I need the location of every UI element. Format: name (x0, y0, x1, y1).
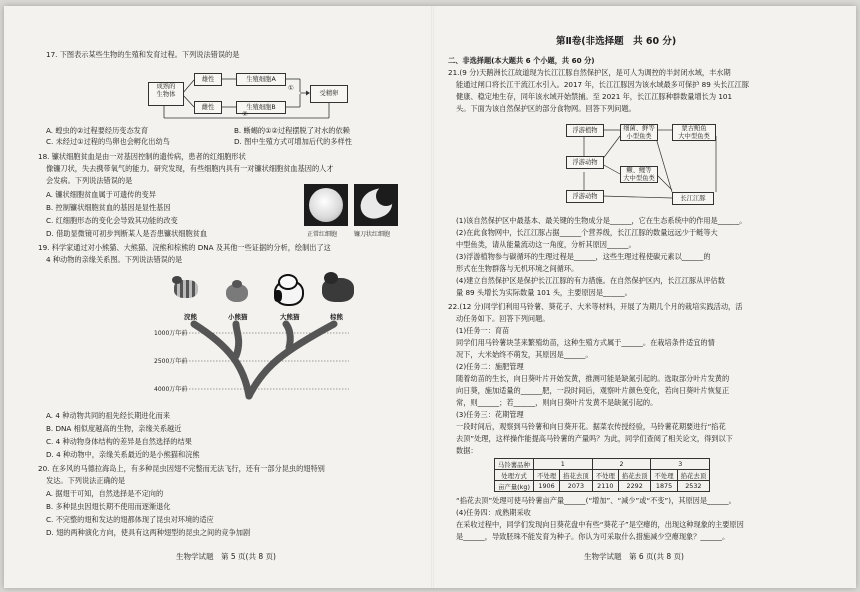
q22-line-5: 况下，大米始终不萌发，其原因是______。 (456, 350, 593, 359)
exam-sheet (4, 6, 856, 588)
page-6 (434, 6, 856, 588)
node-crab-fish (620, 166, 658, 183)
normal-cell-caption: 正常红细胞 (307, 231, 338, 238)
table-cell: 不处理 (651, 470, 677, 481)
q19-option-b: B. DNA 相似度越高的生物，亲缘关系越近 (46, 424, 182, 433)
q22-line-10: (3)任务三：花期管理 (456, 410, 524, 419)
animal-label-giant-panda: 大熊猫 (280, 313, 300, 321)
q17-option-d: D. 图中生殖方式可增加后代的多样性 (234, 137, 352, 146)
table-cell: 马铃薯品种 (495, 459, 534, 470)
q22-line-6: (2)任务二：施肥管理 (456, 362, 524, 371)
table-cell: 2073 (560, 481, 593, 492)
q22-line-11: 一段时间后，观察到马铃薯和向日葵开花。据菜农传授经验，马铃薯花期要进行“掐花 (456, 422, 726, 431)
q20-option-b: B. 多种昆虫因翅长期不使用而逐渐退化 (46, 502, 171, 511)
q21-sub-2: (2)在此食物网中，长江江豚占据______个营养级，长江江豚的数量远远少于鲢等大 (456, 228, 718, 237)
q21-line-2: 能通过闸口将长江干流江水引入。2017 年，长江江豚因为该水域最多可保护 89 头长江江豚 (456, 80, 750, 89)
q19-option-d: D. 4 种动物中，亲缘关系最近的是小熊猫和浣熊 (46, 450, 200, 459)
table-cell: 2292 (618, 481, 651, 492)
q17-stem: 17. 下图表示某些生物的生殖和发育过程。下列说法错误的是 (46, 50, 240, 59)
q17-option-b: B. 蜥蜴的①②过程摆脱了对水的依赖 (234, 126, 350, 135)
q19-line-2: 4 种动物的亲缘关系图。下列说法错误的是 (46, 255, 183, 264)
organism-line-2: 生物体 (156, 90, 176, 98)
q19-option-a: A. 4 种动物共同的祖先经长期进化而来 (46, 411, 171, 420)
table-cell: 2110 (592, 481, 618, 492)
q17-option-c: C. 未经过①过程的鸟卵也会孵化出幼鸟 (46, 137, 170, 146)
q21-sub-1: (1)该自然保护区中最基本、最关键的生物成分是______，它在生态系统中的作用是______。 (456, 216, 747, 225)
table-cell: 掐花去顶 (560, 470, 593, 481)
table-cell: 1875 (651, 481, 677, 492)
table-cell: 1906 (533, 481, 559, 492)
table-row (495, 481, 710, 492)
q22-after-3: 在采收过程中，同学们发现向日葵花盘中有些“葵花子”是空瘪的，出现这种现象的主要原因 (456, 520, 744, 529)
q20-option-a: A. 据翅干可知，自然选择是不定向的 (46, 489, 164, 498)
q19-line-1: 19. 科学家通过对小熊猫、大熊猫、浣熊和棕熊的 DNA 及其他一些证据的分析，绘制出了这 (38, 243, 331, 252)
zygote-box: 受精卵 (310, 85, 348, 103)
page-5-footer: 生物学试题 第 5 页(共 8 页) (176, 552, 276, 561)
q20-line-2: 发达。下列说法正确的是 (46, 476, 126, 485)
node-crab-fish-l1: 鳜、鲤等 (626, 167, 652, 174)
q20-line-1: 20. 在多风的马德拉海岛上，有多种昆虫因翅不完整而无法飞行，还有一部分昆虫的翅特别 (38, 464, 325, 473)
animal-label-raccoon: 浣熊 (184, 313, 197, 321)
yield-table (494, 458, 710, 492)
page-5 (4, 6, 431, 588)
table-cell: 掐花去顶 (677, 470, 710, 481)
sickle-cell-caption: 镰刀状红细胞 (354, 231, 391, 238)
node-small-fish-l1: 细菌、鲜等 (623, 125, 655, 132)
time-label-2500: 2500万年前 (154, 358, 188, 365)
page-6-footer: 生物学试题 第 6 页(共 8 页) (584, 552, 684, 561)
table-cell: 2532 (677, 481, 710, 492)
q18-option-c: C. 红细胞形态的变化会导致其功能的改变 (46, 216, 178, 225)
q22-after-2: (4)任务四：成熟期采收 (456, 508, 531, 517)
node-small-fish-l2: 小型鱼类 (626, 132, 652, 140)
q21-line-1: 21.(9 分)天鹅洲长江故道现为长江江豚自然保护区，是可人为调控的半封闭水域，丰水期 (448, 68, 731, 77)
node-phytoplankton: 浮游植物 (566, 124, 604, 137)
q20-option-c: C. 不完整的翅和发达的翅都体现了昆虫对环境的适应 (46, 515, 214, 524)
q18-option-d: D. 借助显微镜可初步判断某人是否患镰状细胞贫血 (46, 229, 208, 238)
q18-line-3: 会发病。下列说法错误的是 (46, 176, 133, 185)
q22-line-7: 随着幼苗的生长，向日葵叶片开始发黄，推测可能是缺氮引起的。选取部分叶片发黄的 (456, 374, 730, 383)
q22-after-4: 是______，导致胚珠不能发育为种子。你认为可采取什么措施减少空瘪现象？______。 (456, 532, 730, 541)
table-row (495, 459, 710, 470)
step-1-label: ① (288, 84, 294, 92)
time-label-1000: 1000万年前 (154, 330, 188, 337)
q18-option-b: B. 控制镰状细胞贫血的基因是显性基因 (46, 203, 171, 212)
node-mongolian-fish-l1: 蒙古鲌鱼 (681, 125, 707, 132)
q21-line-4: 头。下面为该自然保护区的部分食物网。回答下列问题。 (456, 104, 636, 113)
q18-line-1: 18. 镰状细胞贫血是由一对基因控制的遗传病，患者的红细胞形状 (38, 152, 246, 161)
q21-sub-4: (3)浮游植物参与碳循环的生理过程是______，这些生理过程使碳元素以______的 (456, 252, 711, 261)
section-heading: 二、非选择题(本大题共 6 个小题，共 60 分) (448, 56, 595, 65)
male-box: 雄性 (194, 73, 222, 86)
node-mongolian-fish-l2: 大中型鱼类 (678, 132, 710, 140)
gamete-a-box: 生殖细胞A (236, 73, 286, 86)
q21-sub-3: 中型鱼类，请从能量流动这一角度，分析其原因______。 (456, 240, 636, 249)
q22-line-12: 去顶”处理，这样操作能提高马铃薯的产量吗？为此，同学们查阅了相关论文，得到以下 (456, 434, 733, 443)
node-crab-fish-l2: 大中型鱼类 (623, 174, 655, 182)
gamete-b-box: 生殖细胞B (236, 101, 286, 114)
q22-line-2: 动任务如下。回答下列问题。 (456, 314, 550, 323)
q22-line-3: (1)任务一：育苗 (456, 326, 510, 335)
step-2-label: ② (242, 110, 248, 118)
q21-sub-6: (4)建立自然保护区是保护长江江豚的有力措施。在自然保护区内，长江江豚从评估数 (456, 276, 725, 285)
q22-line-1: 22.(12 分)同学们利用马铃薯、葵花子、大米等材料，开展了为期几个月的栽培实践活动，活 (448, 302, 743, 311)
q22-line-13: 数据： (456, 446, 478, 455)
q20-option-d: D. 翅的两种演化方向，使具有这两种翅型的昆虫之间的竞争加剧 (46, 528, 251, 537)
node-mongolian-fish (672, 124, 716, 141)
table-cell: 2 (592, 459, 651, 470)
node-finless-porpoise: 长江江豚 (672, 192, 714, 205)
node-zooplankton: 浮游动物 (566, 156, 604, 169)
q22-after-1: “掐花去顶”处理可使马铃薯亩产量______(“增加”、“减少”或“不变”)，其原因是______。 (456, 496, 736, 505)
q18-option-a: A. 镰状细胞贫血属于可遗传的变异 (46, 190, 156, 199)
q21-sub-5: 形式在生物群落与无机环境之间循环。 (456, 264, 579, 273)
table-cell: 亩产量(kg) (495, 481, 534, 492)
table-cell: 掐花去顶 (618, 470, 651, 481)
q19-option-c: C. 4 种动物身体结构的差异是自然选择的结果 (46, 437, 192, 446)
organism-line-1: 成熟的 (156, 83, 176, 90)
animal-label-brown-bear: 棕熊 (330, 313, 343, 321)
q22-line-9: 常，则______；若______，则向日葵叶片发黄不是缺氮引起的。 (456, 398, 658, 407)
q22-line-8: 向日葵，施加适量的______肥，一段时间后，观察叶片颜色变化，若向日葵叶片恢复正 (456, 386, 730, 395)
table-cell: 不处理 (533, 470, 559, 481)
node-small-fish (620, 124, 658, 141)
node-zooplankton-2: 浮游动物 (566, 190, 604, 203)
part-2-title: 第Ⅱ卷(非选择题 共 60 分) (556, 36, 677, 47)
q21-sub-7: 量 89 头增长为实际数量 101 头，主要原因是______。 (456, 288, 632, 297)
animal-label-red-panda: 小熊猫 (228, 313, 248, 321)
q17-option-a: A. 蝗虫的②过程要经历变态发育 (46, 126, 149, 135)
female-box: 雌性 (194, 101, 222, 114)
table-row (495, 470, 710, 481)
table-cell: 处理方式 (495, 470, 534, 481)
q22-line-4: 同学们用马铃薯块茎来繁殖幼苗，这种生殖方式属于______。在栽培条件适宜的情 (456, 338, 715, 347)
table-cell: 不处理 (592, 470, 618, 481)
phylogeny-tree (4, 6, 431, 588)
table-cell: 3 (651, 459, 710, 470)
q21-line-3: 健康、稳定地生存，同年该水域开始禁捕。至 2021 年，长江江豚种群数量增长为 101 (456, 92, 733, 101)
table-cell: 1 (533, 459, 592, 470)
q18-line-2: 像镰刀状，失去携带氧气的能力。研究发现，有些细胞内具有一对镰状细胞贫血基因的人才 (46, 164, 334, 173)
time-label-4000: 4000万年前 (154, 386, 188, 393)
